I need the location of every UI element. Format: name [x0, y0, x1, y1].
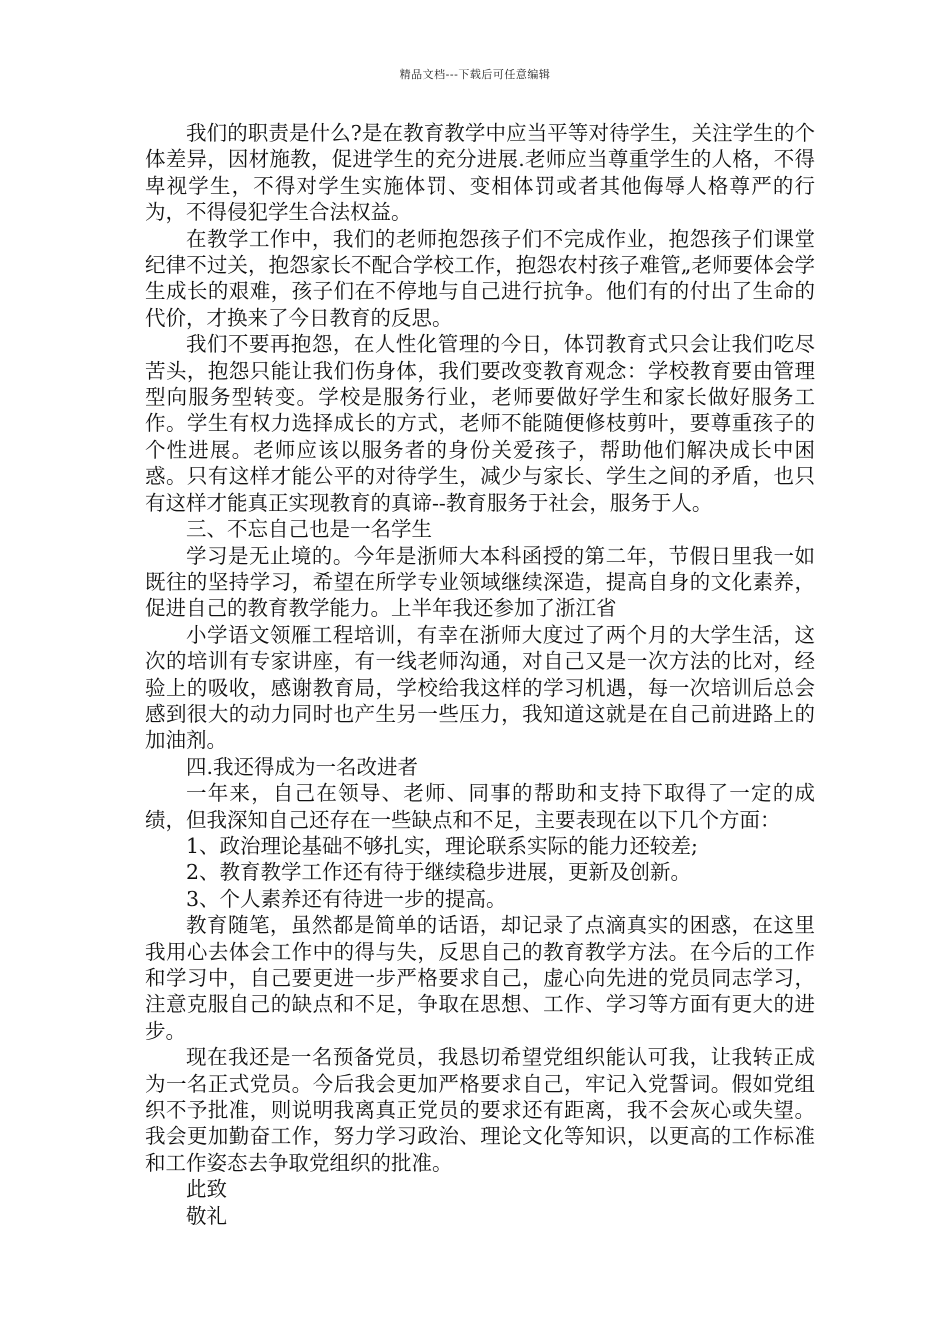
paragraph-duties: 我们的职责是什么?是在教育教学中应当平等对待学生，关注学生的个体差异，因材施教，促进学生的充分进展.老师应当尊重学生的人格，不得卑视学生，不得对学生实施体罚、变相体罚或者其他侮辱人格尊严的行为，不得侵犯学生合法权益。	[145, 121, 815, 225]
section-heading-3: 三、不忘自己也是一名学生	[186, 517, 432, 542]
closing-salutation: 此致	[186, 1177, 227, 1202]
paragraph-complaints: 在教学工作中，我们的老师抱怨孩子们不完成作业，抱怨孩子们课堂纪律不过关，抱怨家长不配合学校工作，抱怨农村孩子难管„老师要体会学生成长的艰难，孩子们在不停地与自己进行抗争。他们有的付出了生命的代价，才换来了今日教育的反思。	[145, 226, 815, 330]
list-item-2: 2、教育教学工作还有待于继续稳步进展，更新及创新。	[186, 860, 692, 885]
paragraph-learning: 学习是无止境的。今年是浙师大本科函授的第二年，节假日里我一如既往的坚持学习，希望在所学专业领域继续深造，提高自身的文化素养，促进自己的教育教学能力。上半年我还参加了浙江省	[145, 543, 815, 621]
page-header: 精品文档---下载后可任意编辑	[399, 68, 551, 81]
closing-regards: 敬礼	[186, 1203, 227, 1228]
paragraph-training: 小学语文领雁工程培训，有幸在浙师大度过了两个月的大学生活，这次的培训有专家讲座，有一线老师沟通，对自己又是一次方法的比对，经验上的吸收，感谢教育局，学校给我这样的学习机遇，每一次培训后总会感到很大的动力同时也产生另一些压力，我知道这就是在自己前进路上的加油剂。	[145, 622, 815, 753]
document-body	[145, 120, 815, 1229]
list-item-1: 1、政治理论基础不够扎实，理论联系实际的能力还较差;	[186, 833, 698, 858]
paragraph-service: 我们不要再抱怨，在人性化管理的今日，体罚教育式只会让我们吃尽苦头，抱怨只能让我们伤身体，我们要改变教育观念：学校教育要由管理型向服务型转变。学校是服务行业，老师要做好学生和家长做好服务工作。学生有权力选择成长的方式，老师不能随便修枝剪叶，要尊重孩子的个性进展。老师应该以服务者的身份关爱孩子，帮助他们解决成长中困惑。只有这样才能公平的对待学生，减少与家长、学生之间的矛盾，也只有这样才能真正实现教育的真谛--教育服务于社会，服务于人。	[145, 332, 815, 515]
section-heading-4: 四.我还得成为一名改进者	[186, 754, 419, 779]
paragraph-probation: 现在我还是一名预备党员，我恳切希望党组织能认可我，让我转正成为一名正式党员。今后我会更加严格要求自己，牢记入党誓词。假如党组织不予批准，则说明我离真正党员的要求还有距离，我不会灰心或失望。我会更加勤奋工作，努力学习政治、理论文化等知识，以更高的工作标准和工作姿态去争取党组织的批准。	[145, 1045, 815, 1175]
paragraph-achievements: 一年来，自己在领导、老师、同事的帮助和支持下取得了一定的成绩，但我深知自己还存在一些缺点和不足，主要表现在以下几个方面：	[145, 781, 815, 832]
paragraph-reflection: 教育随笔，虽然都是简单的话语，却记录了点滴真实的困惑，在这里我用心去体会工作中的得与失，反思自己的教育教学方法。在今后的工作和学习中，自己要更进一步严格要求自己，虚心向先进的党员同志学习，注意克服自己的缺点和不足，争取在思想、工作、学习等方面有更大的进步。	[145, 913, 815, 1043]
list-item-3: 3、个人素养还有待进一步的提高。	[186, 886, 507, 911]
